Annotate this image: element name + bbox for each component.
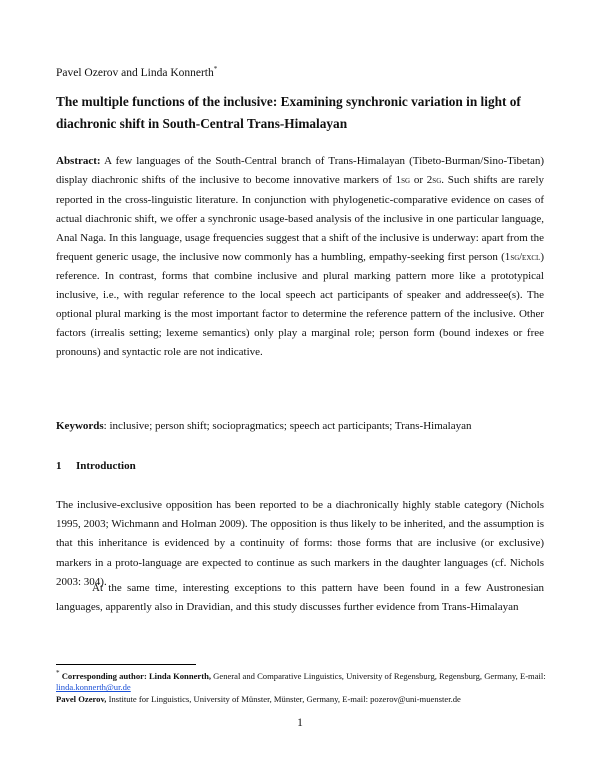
body-paragraph-1: The inclusive-exclusive opposition has been reported to be a diachronically highly stable category (Nichols 1995, 2003; Wichmann and Holman 2009). The opposition is thus likely to be inherited, and the assumption is that this inheritance is evidenced by a continuity of forms: those forms that are inclusive (or exclusive) markers in a proto-language are expected to continue as such markers in the daughter languages (cf. Nichols 2003: 304).	[56, 499, 544, 588]
section-heading	[56, 460, 136, 472]
page-number: 1	[297, 717, 303, 729]
abstract-gloss-sg-excl: sg/excl	[510, 251, 541, 263]
footnote-corr-text: General and Comparative Linguistics, University of Regensburg, Regensburg, Germany, E-mail:	[211, 670, 546, 681]
corresponding-author-mark: *	[213, 65, 218, 74]
footnote-second-name: Pavel Ozerov,	[56, 693, 107, 704]
section-number: 1	[56, 460, 62, 472]
abstract-text-1: A few languages of the South-Central branch of Trans-Himalayan (Tibeto-Burman/Sino-Tibetan) display diachronic shifts of the inclusive to become innovative markers of 1	[56, 155, 544, 186]
authors-names: Pavel Ozerov and Linda Konnerth	[56, 67, 214, 79]
abstract-text-2: or 2	[410, 173, 433, 186]
keywords-label: Keywords	[56, 420, 104, 432]
abstract-label: Abstract:	[56, 155, 101, 167]
body-paragraph-2: At the same time, interesting exceptions to this pattern have been found in a few Austronesian languages, apparently also in Dravidian, and this study discusses further evidence from Trans-Himalayan	[56, 582, 544, 614]
abstract-text-3: . Such shifts are rarely reported in the cross-linguistic literature. In conjunction with phylogenetic-comparative evidence on cases of actual diachronic shift, we offer a synchronic usage-based analysis of the inclusive in one particular language, Anal Naga. In this language, usage frequencies suggest that a shift of the inclusive is underway: apart from the frequent generic usage, the inclusive now commonly has a humbling, empathy-seeking first person (1	[56, 173, 544, 263]
footnote-divider	[56, 664, 196, 665]
abstract-gloss-sg-2: sg	[432, 174, 442, 186]
footnotes	[56, 668, 546, 705]
keywords-text: : inclusive; person shift; sociopragmatics; speech act participants; Trans-Himalayan	[103, 420, 472, 432]
footnote-corr-label: Corresponding author: Linda Konnerth,	[59, 670, 212, 681]
author-line	[56, 67, 217, 79]
abstract-gloss-sg-1: sg	[401, 174, 411, 186]
paper-title: The multiple functions of the inclusive: Examining synchronic variation in light of diachronic shift in South-Central Trans-Himalayan	[56, 94, 521, 131]
footnote-corresponding	[56, 668, 546, 694]
footnote-mark: *	[56, 669, 60, 677]
section-title: Introduction	[76, 460, 136, 472]
abstract-text-4: ) reference. In contrast, forms that combine inclusive and plural marking pattern more like a prototypical inclusive, i.e., with regular reference to the local speech act participants of speaker and addressee(s). The optional plural marking is the most important factor to determine the reference pattern of the inclusive. Other factors (irrealis setting; lexeme semantics) only play a marginal role; person form (bound indexes or free pronouns) and syntactic role are not indicative.	[56, 250, 544, 359]
footnote-email-link[interactable]: linda.konnerth@ur.de	[56, 682, 131, 693]
footnote-second-text: Institute for Linguistics, University of Münster, Münster, Germany, E-mail: pozerov@uni-muenster.de	[106, 693, 461, 704]
footnote-second-author	[56, 694, 546, 705]
keywords-line	[56, 420, 544, 432]
abstract-paragraph	[56, 152, 544, 362]
